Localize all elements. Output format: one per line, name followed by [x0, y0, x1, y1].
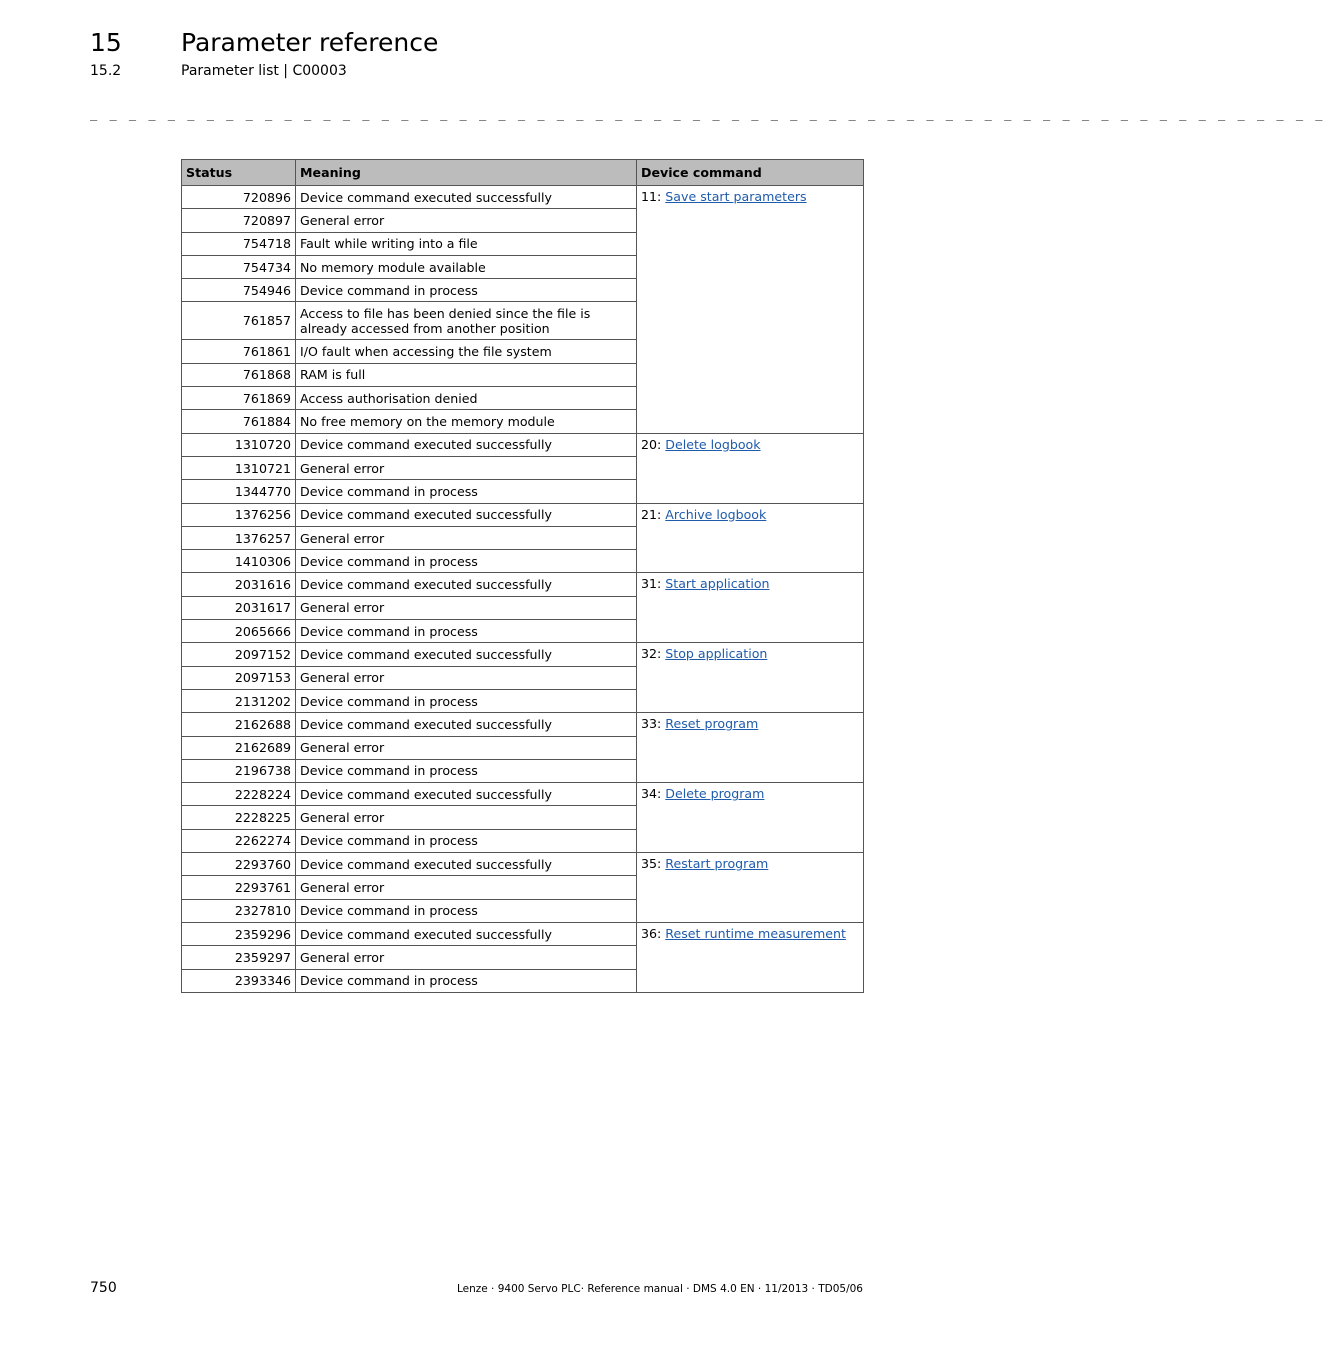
parameter-table: [181, 159, 864, 993]
status-cell: 2162689: [182, 736, 296, 759]
device-command-number: 34:: [641, 786, 666, 802]
status-cell: 754946: [182, 279, 296, 302]
meaning-cell: Device command executed successfully: [296, 713, 637, 736]
status-cell: 761884: [182, 410, 296, 433]
status-cell: 2196738: [182, 759, 296, 782]
status-cell: 761869: [182, 387, 296, 410]
meaning-cell: Device command executed successfully: [296, 573, 637, 596]
status-cell: 761868: [182, 363, 296, 386]
status-cell: 2097153: [182, 666, 296, 689]
status-cell: 2293761: [182, 876, 296, 899]
status-cell: 1376257: [182, 526, 296, 549]
device-command-cell: [637, 783, 864, 853]
table-row: [182, 186, 864, 209]
device-command-number: 21:: [641, 506, 666, 522]
meaning-cell: Device command executed successfully: [296, 643, 637, 666]
meaning-cell: Access authorisation denied: [296, 387, 637, 410]
table-body: [182, 186, 864, 993]
table-row: [182, 713, 864, 736]
section-title: Parameter list | C00003: [181, 63, 347, 79]
section-number: 15.2: [90, 63, 122, 79]
status-cell: 2228225: [182, 806, 296, 829]
status-cell: 754718: [182, 232, 296, 255]
device-command-link[interactable]: Reset program: [665, 716, 759, 732]
table-row: [182, 433, 864, 456]
meaning-cell: Device command in process: [296, 279, 637, 302]
meaning-cell: Device command executed successfully: [296, 922, 637, 945]
footer-text: Lenze · 9400 Servo PLC· Reference manual · DMS 4.0 EN · 11/2013 · TD05/06: [456, 1283, 863, 1295]
table-header-row: [182, 160, 864, 186]
status-header: Status: [182, 160, 296, 186]
meaning-cell: Device command executed successfully: [296, 186, 637, 209]
meaning-cell: Device command in process: [296, 759, 637, 782]
table-row: [182, 853, 864, 876]
page-number: 750: [90, 1280, 117, 1296]
meaning-cell: General error: [296, 456, 637, 479]
header-divider: _ _ _ _ _ _ _ _ _ _ _ _ _ _ _ _ _ _ _ _ _ _ _ _ _ _ _ _ _ _ _ _ _ _ _ _ _ _ _ _ _ _ _ _ _ _ _ _ _ _ _ _ _ _ _ _ _ _ _ _ _ _ _ _: [90, 107, 1325, 121]
device-command-number: 11:: [641, 189, 666, 204]
meaning-cell: Device command executed successfully: [296, 853, 637, 876]
device-command-link[interactable]: Save start parameters: [665, 189, 807, 204]
chapter-number: 15: [90, 28, 122, 57]
meaning-cell: Device command in process: [296, 480, 637, 503]
status-cell: 761857: [182, 302, 296, 340]
table-row: [182, 573, 864, 596]
device-command-link[interactable]: Delete logbook: [665, 436, 761, 452]
status-cell: 2228224: [182, 783, 296, 806]
meaning-cell: General error: [296, 526, 637, 549]
meaning-cell: Device command in process: [296, 550, 637, 573]
device-command-number: 32:: [641, 646, 666, 662]
status-cell: 761861: [182, 340, 296, 363]
status-cell: 720896: [182, 186, 296, 209]
meaning-cell: Device command in process: [296, 620, 637, 643]
device-command-cell: [637, 503, 864, 573]
device-command-cell: [637, 186, 864, 434]
meaning-cell: Device command in process: [296, 899, 637, 922]
status-cell: 2031616: [182, 573, 296, 596]
status-cell: 2293760: [182, 853, 296, 876]
meaning-cell: Device command executed successfully: [296, 503, 637, 526]
meaning-cell: Access to file has been denied since the file is already accessed from another position: [296, 302, 637, 340]
device-command-header: Device command: [637, 160, 864, 186]
device-command-cell: [637, 922, 864, 992]
meaning-cell: Device command executed successfully: [296, 433, 637, 456]
meaning-cell: Device command in process: [296, 829, 637, 852]
status-cell: 1310721: [182, 456, 296, 479]
status-cell: 2359297: [182, 946, 296, 969]
meaning-cell: General error: [296, 209, 637, 232]
status-cell: 1410306: [182, 550, 296, 573]
table-row: [182, 783, 864, 806]
device-command-number: 33:: [641, 716, 666, 732]
device-command-number: 36:: [641, 925, 666, 941]
device-command-link[interactable]: Delete program: [665, 786, 765, 802]
status-cell: 754734: [182, 255, 296, 278]
device-command-number: 35:: [641, 856, 666, 872]
status-cell: 1376256: [182, 503, 296, 526]
status-cell: 1310720: [182, 433, 296, 456]
meaning-cell: RAM is full: [296, 363, 637, 386]
meaning-cell: Device command in process: [296, 969, 637, 992]
meaning-cell: General error: [296, 946, 637, 969]
table-row: [182, 643, 864, 666]
status-cell: 2065666: [182, 620, 296, 643]
meaning-cell: General error: [296, 666, 637, 689]
device-command-link[interactable]: Reset runtime measurement: [665, 925, 846, 941]
table-row: [182, 503, 864, 526]
meaning-cell: General error: [296, 806, 637, 829]
device-command-cell: [637, 853, 864, 923]
device-command-link[interactable]: Stop application: [665, 646, 768, 662]
meaning-cell: General error: [296, 736, 637, 759]
device-command-number: 31:: [641, 576, 666, 592]
status-cell: 2393346: [182, 969, 296, 992]
meaning-cell: General error: [296, 876, 637, 899]
meaning-cell: No free memory on the memory module: [296, 410, 637, 433]
meaning-cell: General error: [296, 596, 637, 619]
meaning-cell: Device command in process: [296, 689, 637, 712]
device-command-cell: [637, 643, 864, 713]
status-cell: 2359296: [182, 922, 296, 945]
status-cell: 2131202: [182, 689, 296, 712]
device-command-link[interactable]: Restart program: [665, 856, 769, 872]
status-cell: 2162688: [182, 713, 296, 736]
device-command-link[interactable]: Start application: [665, 576, 770, 592]
meaning-cell: Fault while writing into a file: [296, 232, 637, 255]
meaning-cell: Device command executed successfully: [296, 783, 637, 806]
status-cell: 720897: [182, 209, 296, 232]
status-cell: 2262274: [182, 829, 296, 852]
meaning-header: Meaning: [296, 160, 637, 186]
chapter-title: Parameter reference: [181, 28, 439, 57]
device-command-cell: [637, 433, 864, 503]
table-row: [182, 922, 864, 945]
status-cell: 2097152: [182, 643, 296, 666]
status-cell: 1344770: [182, 480, 296, 503]
meaning-cell: I/O fault when accessing the file system: [296, 340, 637, 363]
device-command-number: 20:: [641, 436, 666, 452]
status-cell: 2031617: [182, 596, 296, 619]
device-command-link[interactable]: Archive logbook: [665, 506, 767, 522]
status-cell: 2327810: [182, 899, 296, 922]
device-command-cell: [637, 713, 864, 783]
meaning-cell: No memory module available: [296, 255, 637, 278]
device-command-cell: [637, 573, 864, 643]
